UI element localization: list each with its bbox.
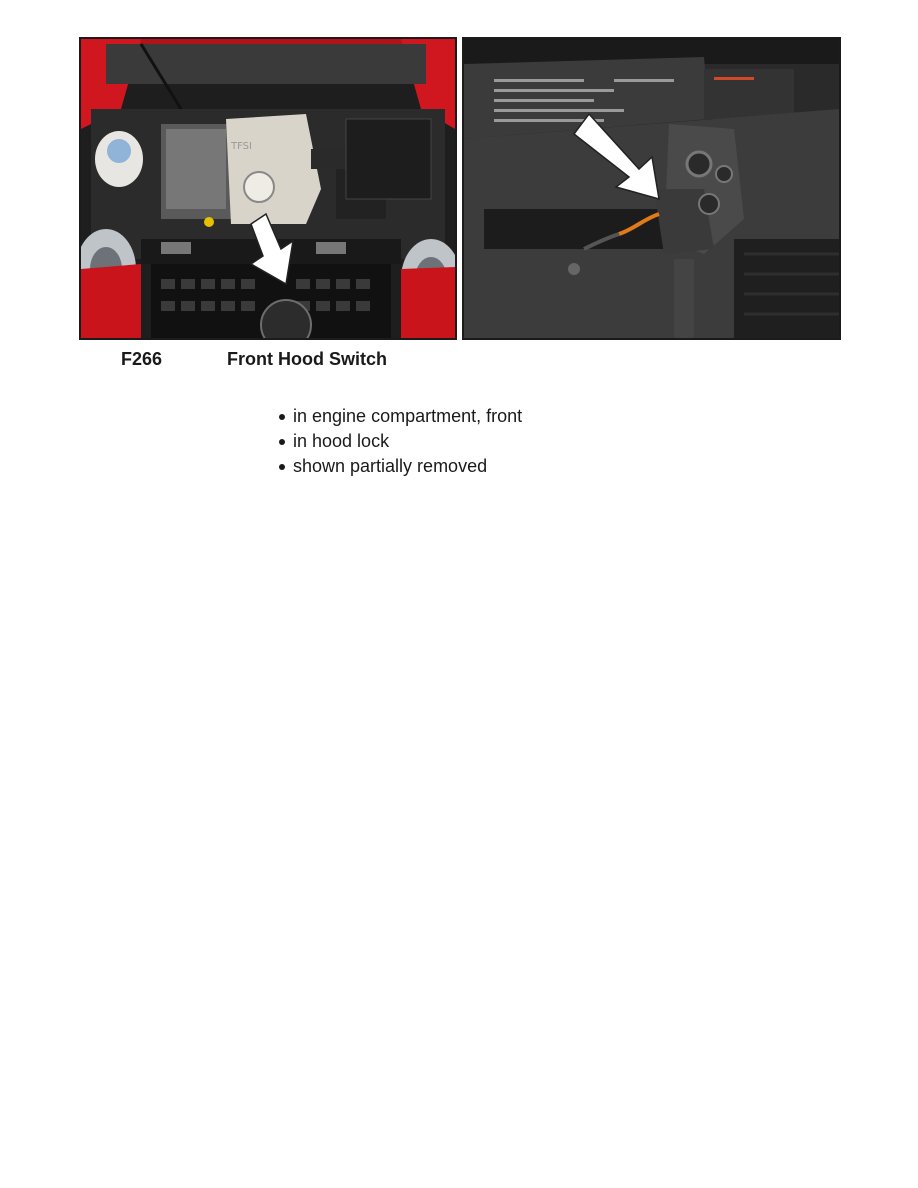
bullet-icon [279,439,285,445]
component-title: Front Hood Switch [227,349,387,369]
engine-bay-photo [79,37,457,340]
list-item [279,404,522,429]
location-text: in hood lock [293,431,390,451]
list-item [279,454,522,479]
engine-bay-illustration [81,39,455,338]
hood-lock-illustration [464,39,839,338]
hood-lock-closeup-photo [462,37,841,340]
bullet-icon [279,414,285,420]
bullet-icon [279,464,285,470]
list-item [279,429,522,454]
svg-text:TFSI: TFSI [231,141,252,152]
location-text: shown partially removed [293,456,488,476]
component-code: F266 [121,349,163,369]
location-text: in engine compartment, front [293,406,523,426]
location-list [279,404,522,479]
